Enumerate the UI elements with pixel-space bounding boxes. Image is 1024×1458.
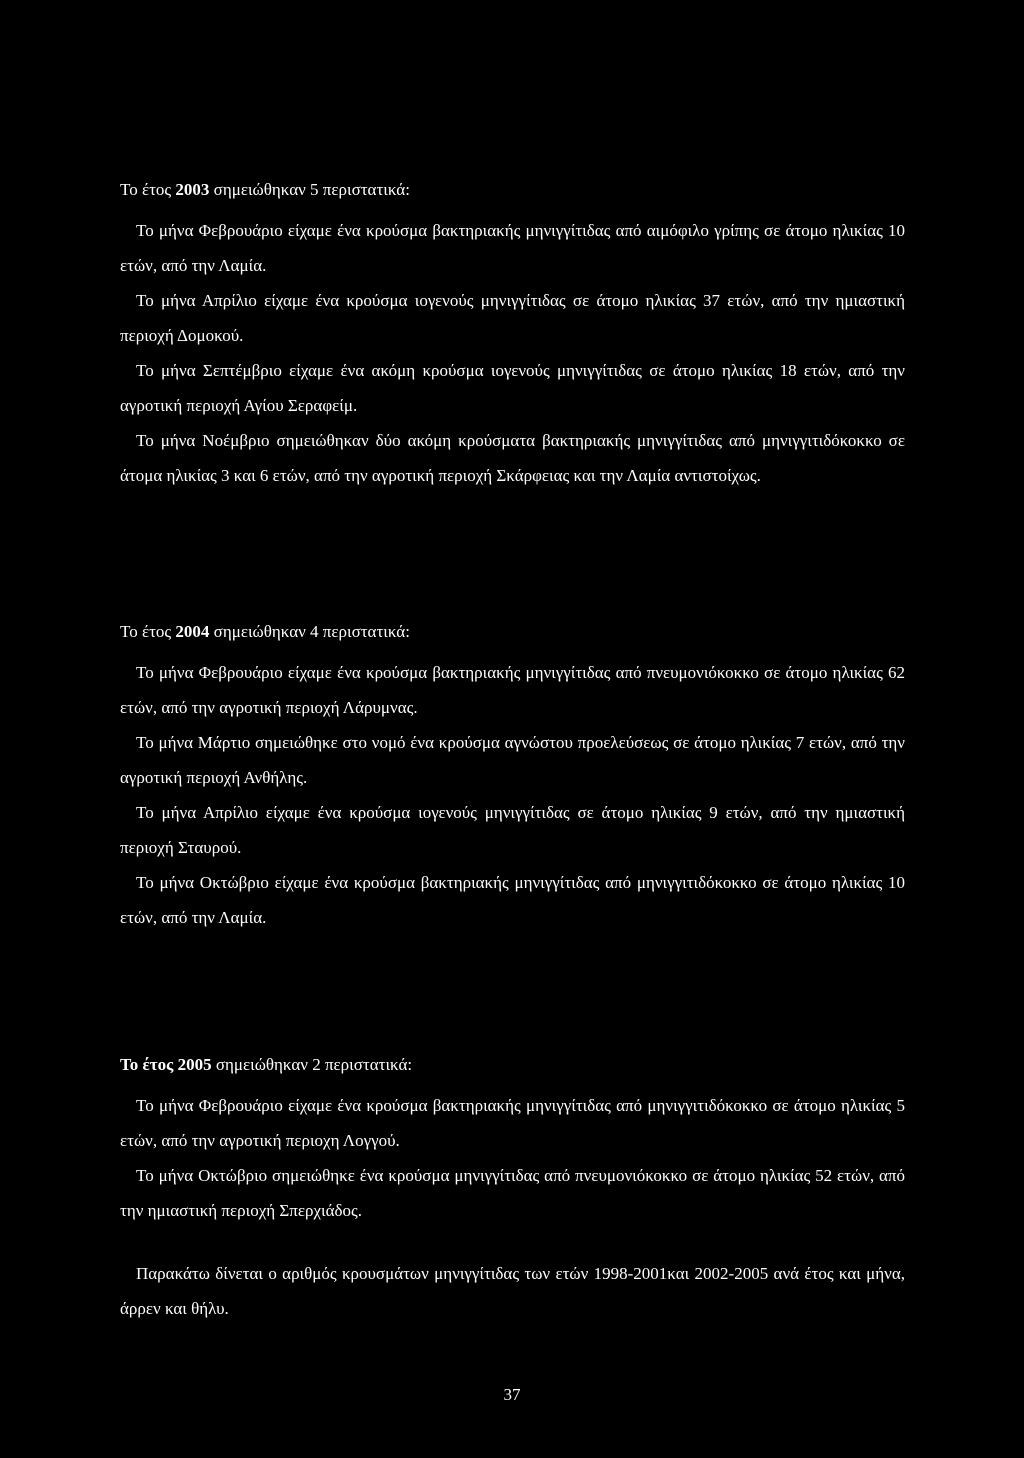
section-heading [120, 1055, 905, 1075]
heading-suffix: σημειώθηκαν 4 περιστατικά: [209, 622, 410, 641]
paragraph: Το μήνα Απρίλιο είχαμε ένα κρούσμα ιογενούς μηνιγγίτιδας σε άτομο ηλικίας 9 ετών, από την ημιαστική περιοχή Σταυρού. [120, 803, 905, 857]
paragraph: Το μήνα Νοέμβριο σημειώθηκαν δύο ακόμη κρούσματα βακτηριακής μηνιγγίτιδας από μηνιγγιτιδόκοκκο σε άτομα ηλικίας 3 και 6 ετών, από την αγροτική περιοχή Σκάρφειας και την Λαμία αντιστοίχως. [120, 431, 905, 485]
heading-year: 2003 [175, 180, 210, 199]
closing-section [120, 1256, 905, 1326]
heading-suffix: σημειώθηκαν 2 περιστατικά: [211, 1055, 413, 1074]
section-heading [120, 622, 905, 642]
paragraph: Το μήνα Φεβρουάριο είχαμε ένα κρούσμα βακτηριακής μηνιγγίτιδας από πνευμονιόκοκκο σε άτομο ηλικίας 62 ετών, από την αγροτική περιοχή Λάρυμνας. [120, 663, 905, 717]
heading-prefix: Το έτος [120, 622, 176, 641]
paragraph: Το μήνα Φεβρουάριο είχαμε ένα κρούσμα βακτηριακής μηνιγγίτιδας από μηνιγγιτιδόκοκκο σε άτομο ηλικίας 5 ετών, από την αγροτική περιοχη Λογγού. [120, 1096, 905, 1150]
section-2003 [120, 180, 905, 493]
section-2005 [120, 1055, 905, 1228]
heading-prefix: Το έτος [120, 1055, 178, 1074]
paragraph: Το μήνα Οκτώβριο σημειώθηκε ένα κρούσμα μηνιγγίτιδας από πνευμονιόκοκκο σε άτομο ηλικίας 52 ετών, από την ημιαστική περιοχή Σπερχιάδος. [120, 1166, 905, 1220]
paragraph: Το μήνα Μάρτιο σημειώθηκε στο νομό ένα κρούσμα αγνώστου προελεύσεως σε άτομο ηλικίας 7 ετών, από την αγροτική περιοχή Ανθήλης. [120, 733, 905, 787]
section-heading [120, 180, 905, 200]
heading-year: 2005 [177, 1055, 212, 1074]
heading-prefix: Το έτος [120, 180, 176, 199]
paragraph: Το μήνα Φεβρουάριο είχαμε ένα κρούσμα βακτηριακής μηνιγγίτιδας από αιμόφιλο γρίπης σε άτομο ηλικίας 10 ετών, από την Λαμία. [120, 221, 905, 275]
paragraph: Το μήνα Απρίλιο είχαμε ένα κρούσμα ιογενούς μηνιγγίτιδας σε άτομο ηλικίας 37 ετών, από την ημιαστική περιοχή Δομοκού. [120, 291, 905, 345]
page-number: 37 [503, 1385, 521, 1404]
heading-year: 2004 [175, 622, 210, 641]
closing-paragraph: Παρακάτω δίνεται ο αριθμός κρουσμάτων μηνιγγίτιδας των ετών 1998-2001και 2002-2005 ανά έτος και μήνα, άρρεν και θήλυ. [120, 1264, 905, 1318]
paragraph: Το μήνα Σεπτέμβριο είχαμε ένα ακόμη κρούσμα ιογενούς μηνιγγίτιδας σε άτομο ηλικίας 18 ετών, από την αγροτική περιοχή Αγίου Σεραφείμ. [120, 361, 905, 415]
section-2004 [120, 622, 905, 935]
heading-suffix: σημειώθηκαν 5 περιστατικά: [209, 180, 410, 199]
paragraph: Το μήνα Οκτώβριο είχαμε ένα κρούσμα βακτηριακής μηνιγγίτιδας από μηνιγγιτιδόκοκκο σε άτομο ηλικίας 10 ετών, από την Λαμία. [120, 873, 905, 927]
